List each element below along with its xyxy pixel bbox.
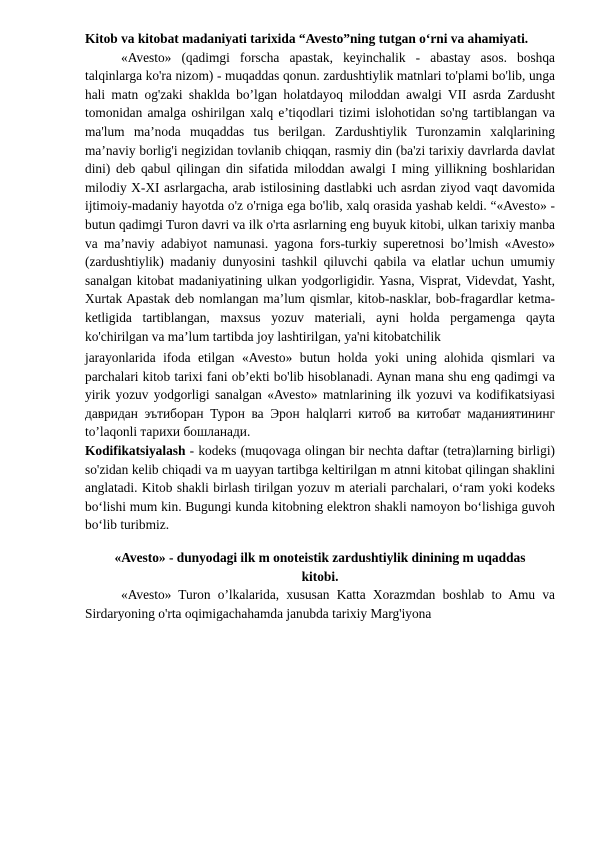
paragraph-codification (85, 442, 555, 535)
paragraph-avesto-intro: «Avesto» (qadimgi forscha apastak, keyinchalik - abastay asos. boshqa talqinlarga ko'ra nizom) - muqaddas qonun. zardushtiylik matnlari to'plami bo'lib, unga hali matn og'zaki shaklda bo’lgan holatdayoq miloddan awalgi VII asrda Zardusht tomonidan amalga oshirilgan xalq e’tiqodlari tizimi islohotidan so'ng tartiblangan va ma'lum ma’noda muqaddas tus berilgan. Zardushtiylik Turonzamin xalqlarining ma’naviy borlig'i negizidan tovlanib chiqqan, rasmiy din (ba'zi tarixiy davrlarda davlat dini) deb qabul qilingan din sifatida miloddan awalgi I ming yillikning boshlaridan milodiy X-XI asrlargacha, arab istilosining dastlabki uch asrdan ziyod vaqt davomida ijtimoiy-madaniy hayotda o'z o'rniga ega bo'lib, xalq orasida yashab keldi. “«Avesto» - butun qadimgi Turon davri va ilk o'rta asrlarning eng buyuk kitobi, ulkan tarixiy manba va ma’naviy adabiyot namunasi. yagona fors-turkiy superetnosi bo’lmish «Avesto» (zardushtiylik) madaniy dunyosini tashkil qiluvchi qabila va elatlar uchun umumiy sanalgan kitobat madaniyatining ulkan yodgorligidir. Yasna, Visprat, Videvdat, Yasht, Xurtak Apastak deb nomlangan ma’lum qismlar, kitob-nasklar, bob-fragardlar ketma-ketligida tartiblangan, maxsus yozuv materiali, ayni holda pergamenga qayta ko'chirilgan va ma’lum tartibda joy lashtirilgan, ya'ni kitobatchilik (85, 49, 555, 344)
section-title: «Avesto» - dunyodagi ilk m onoteistik zardushtiylik dinining m uqaddas kitobi. (114, 550, 526, 584)
codification-term: Kodifikatsiyalash (85, 443, 186, 459)
codification-definition: - kodeks (muqovaga olingan bir nechta daftar (tetra)larning birligi) so'zidan kelib chiqadi va m uayyan tartibga keltirilgan m atnni kitobat qilingan shaklini anglatadi. Kitob shakli birlash tirilgan yozuv m ateriali parchalari, o‘ram yoki kodeks bo‘lishi mum kin. Bugungi kunda kitobning elektron shakli namoyon bo‘lishiga guvoh bo‘lib turibmiz. (85, 443, 555, 533)
paragraph-avesto-geography: «Avesto» Turon o’lkalarida, xususan Katta Xorazmdan boshlab to Amu va Sirdaryoning o'rta oqimigachahamda janubda tarixiy Marg'iyona (85, 587, 555, 621)
paragraph-avesto-object: jarayonlarida ifoda etilgan «Avesto» butun holda yoki uning alohida qismlari va parchalari kitob tarixi fani ob’ekti bo'lib hisoblanadi. Aynan mana shu eng qadimgi va yirik yozuv yodgorligi sanalgan «Avesto» matnlarining ilk yozuvi va kodifikatsiyasi давридан эътиборан Турон ва Эрон halqlarri китоб ва китобат маданиятининг to’laqonli тарихи бошланади. (85, 350, 555, 440)
document-heading: Kitob va kitobat madaniyati tarixida “Avesto”ning tutgan o‘rni va ahamiyati. (85, 31, 529, 46)
document-page (85, 30, 555, 623)
